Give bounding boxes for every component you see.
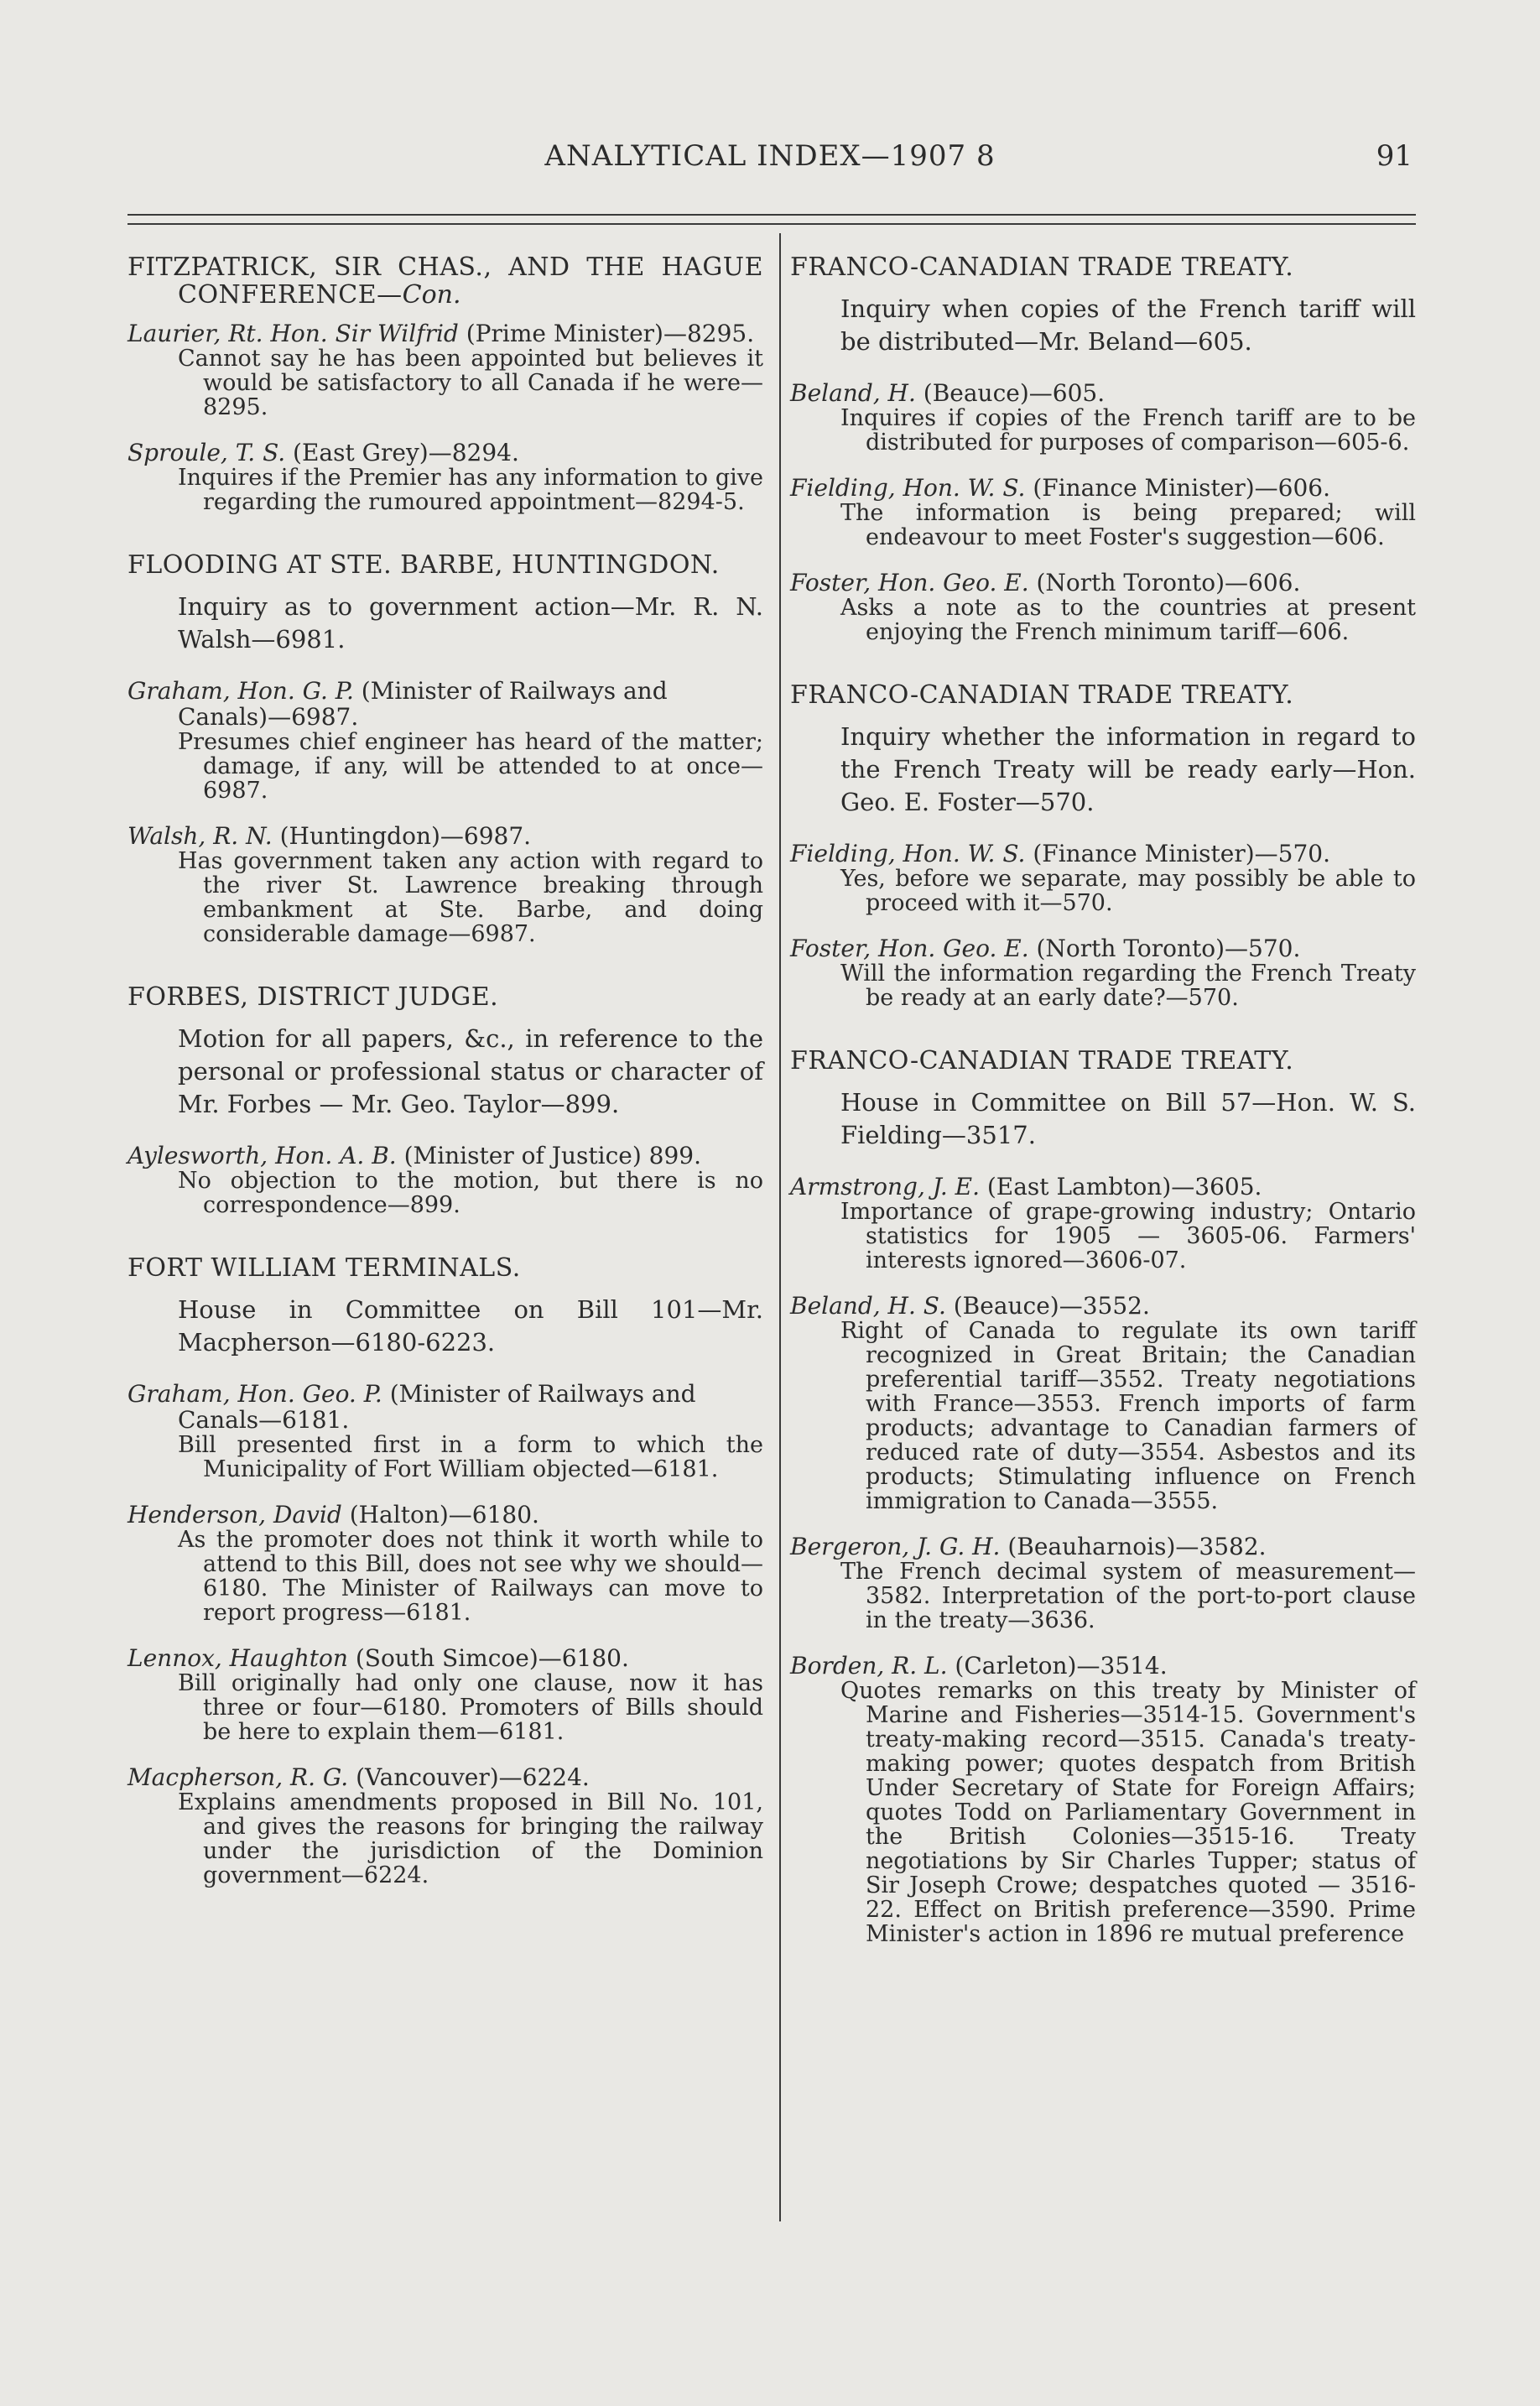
speaker-detail: (Minister of Justice) 899. (396, 1142, 701, 1169)
speaker-line (790, 935, 1416, 961)
section-inquiry: House in Committee on Bill 57—Hon. W. S. Fielding—3517. (840, 1088, 1416, 1149)
speaker-name: Aylesworth, Hon. A. B. (127, 1142, 397, 1169)
index-entry (790, 1293, 1416, 1513)
index-entry (127, 1645, 763, 1744)
speaker-detail: (Prime Minister)—8295. (458, 320, 755, 347)
speaker-line (790, 380, 1416, 406)
index-entry (790, 570, 1416, 644)
column-divider (779, 233, 781, 2221)
speaker-name: Sproule, T. S. (127, 439, 286, 466)
speaker-line (127, 1143, 763, 1169)
header-rule-bottom (127, 223, 1416, 225)
header-rule-top (127, 214, 1416, 216)
speaker-line (127, 678, 763, 730)
index-entry (127, 1143, 763, 1217)
speaker-name: Lennox, Haughton (127, 1644, 348, 1672)
speaker-detail: (Vancouver)—6224. (348, 1763, 590, 1791)
speaker-line (790, 1174, 1416, 1200)
speaker-detail: (East Grey)—8294. (285, 439, 519, 466)
entry-remarks: The information is being prepared; will endeavour to meet Foster's suggestion—606. (840, 500, 1416, 550)
page-number: 91 (1376, 139, 1413, 173)
speaker-name: Foster, Hon. Geo. E. (790, 569, 1029, 596)
page-title: ANALYTICAL INDEX—1907 8 (544, 139, 996, 173)
entry-remarks: Has government taken any action with regard to the river St. Lawrence breaking through embankment at Ste. Barbe, and doing considerable damage—6987. (178, 848, 763, 947)
speaker-detail: (Halton)—6180. (341, 1501, 539, 1528)
index-entry (790, 475, 1416, 549)
speaker-line (127, 1502, 763, 1528)
speaker-detail: (Beauce)—3552. (945, 1292, 1150, 1320)
index-entry (127, 1381, 763, 1482)
section-heading: FRANCO-CANADIAN TRADE TREATY. (790, 1046, 1294, 1075)
speaker-line (127, 823, 763, 849)
section-inquiry: Inquiry as to government action—Mr. R. N. Walsh—6981. (178, 592, 763, 654)
entry-remarks: Inquires if the Premier has any information to give regarding the rumoured appointment—8294-5. (178, 465, 763, 515)
speaker-line (790, 841, 1416, 867)
entry-remarks: Asks a note as to the countries at present enjoying the French minimum tariff—606. (840, 595, 1416, 645)
speaker-line (790, 1653, 1416, 1679)
speaker-line (127, 1764, 763, 1790)
speaker-detail: (Beauce)—605. (915, 379, 1106, 407)
left-column (127, 253, 763, 1908)
speaker-name: Fielding, Hon. W. S. (790, 840, 1026, 867)
entry-remarks: Presumes chief engineer has heard of the matter; damage, if any, will be attended to at once—6987. (178, 729, 763, 804)
entry-remarks: Quotes remarks on this treaty by Minister of Marine and Fisheries—3514-15. Government's treaty-making record—3515. Canada's treaty-making power; quotes despatch from British Under Secretary of State for Foreign Affairs; quotes Todd on Parliamentary Government in the British Colonies—3515-16. Treaty negotiations by Sir Charles Tupper; status of Sir Joseph Crowe; despatches quoted — 3516-22. Effect on British preference—3590. Prime Minister's action in 1896 re mutual preference (840, 1678, 1416, 1947)
speaker-line (790, 1534, 1416, 1560)
speaker-line (790, 475, 1416, 501)
speaker-detail: (Minister of Railways and Canals—6181. (178, 1380, 696, 1434)
speaker-name: Armstrong, J. E. (790, 1173, 980, 1200)
section-heading: FRANCO-CANADIAN TRADE TREATY. (790, 253, 1294, 282)
index-entry (127, 1502, 763, 1625)
speaker-detail: (Finance Minister)—606. (1025, 474, 1331, 502)
entry-remarks: Inquires if copies of the French tariff are to be distributed for purposes of comparison—605-6. (840, 405, 1416, 456)
running-head (126, 139, 1414, 181)
entry-remarks: Importance of grape-growing industry; Ontario statistics for 1905 — 3605-06. Farmers' interests ignored—3606-07. (840, 1199, 1416, 1273)
speaker-name: Foster, Hon. Geo. E. (790, 935, 1029, 962)
entry-remarks: Right of Canada to regulate its own tariff recognized in Great Britain; the Canadian preferential tariff—3552. Treaty negotiations with France—3553. French imports of farm products; advantage to Canadian farmers of reduced rate of duty—3554. Asbestos and its products; Stimulating influence on French immigration to Canada—3555. (840, 1318, 1416, 1514)
section-heading: FRANCO-CANADIAN TRADE TREATY. (790, 680, 1294, 710)
speaker-name: Walsh, R. N. (127, 822, 273, 850)
section-inquiry: Inquiry whether the information in regard to the French Treaty will be ready early—Hon. Geo. E. Foster—570. (840, 722, 1416, 816)
section-inquiry: Inquiry when copies of the French tariff will be distributed—Mr. Beland—605. (840, 294, 1416, 356)
index-entry (127, 1764, 763, 1888)
entry-remarks: Bill presented first in a form to which the Municipality of Fort William objected—6181. (178, 1432, 763, 1482)
index-entry (790, 1653, 1416, 1946)
entry-remarks: Bill originally had only one clause, now it has three or four—6180. Promoters of Bills should be here to explain them—6181. (178, 1670, 763, 1745)
speaker-detail: (Huntingdon)—6987. (272, 822, 532, 850)
speaker-line (790, 1293, 1416, 1319)
speaker-detail: (Carleton)—3514. (947, 1652, 1168, 1680)
entry-remarks: Yes, before we separate, may possibly be able to proceed with it—570. (840, 866, 1416, 916)
index-entry (127, 823, 763, 946)
entry-remarks: Will the information regarding the French Treaty be ready at an early date?—570. (840, 961, 1416, 1011)
speaker-detail: (Finance Minister)—570. (1025, 840, 1331, 867)
speaker-name: Graham, Hon. Geo. P. (127, 1380, 382, 1408)
section-inquiry: Motion for all papers, &c., in reference to the personal or professional status or character of Mr. Forbes — Mr. Geo. Taylor—899. (178, 1024, 763, 1118)
speaker-name: Henderson, David (127, 1501, 342, 1528)
section-heading: FORT WILLIAM TERMINALS. (127, 1253, 521, 1283)
entry-remarks: No objection to the motion, but there is no correspondence—899. (178, 1168, 763, 1218)
speaker-name: Beland, H. (790, 379, 916, 407)
speaker-line (127, 1381, 763, 1433)
index-entry (790, 1174, 1416, 1273)
index-entry (790, 380, 1416, 455)
speaker-detail: (South Simcoe)—6180. (347, 1644, 629, 1672)
speaker-name: Beland, H. S. (790, 1292, 946, 1320)
speaker-name: Borden, R. L. (790, 1652, 948, 1680)
section-heading: FLOODING AT STE. BARBE, HUNTINGDON. (127, 550, 720, 580)
entry-remarks: As the promoter does not think it worth while to attend to this Bill, does not see why we should—6180. The Minister of Railways can move to report progress—6181. (178, 1527, 763, 1626)
index-entry (790, 1534, 1416, 1633)
section-heading: FITZPATRICK, SIR CHAS., AND THE HAGUE CONFERENCE—Con. (127, 253, 763, 310)
speaker-name: Graham, Hon. G. P. (127, 677, 354, 705)
index-entry (127, 440, 763, 514)
speaker-line (127, 320, 763, 346)
speaker-detail: (North Toronto)—606. (1028, 569, 1301, 596)
speaker-name: Bergeron, J. G. H. (790, 1533, 1001, 1560)
speaker-detail: (Minister of Railways and Canals)—6987. (178, 677, 668, 731)
index-entry (127, 320, 763, 419)
speaker-detail: (North Toronto)—570. (1028, 935, 1301, 962)
speaker-detail: (Beauharnois)—3582. (1000, 1533, 1267, 1560)
section-heading: FORBES, DISTRICT JUDGE. (127, 982, 499, 1012)
speaker-name: Macpherson, R. G. (127, 1763, 349, 1791)
right-column (790, 253, 1416, 1966)
speaker-line (127, 440, 763, 466)
speaker-name: Fielding, Hon. W. S. (790, 474, 1026, 502)
entry-remarks: Cannot say he has been appointed but believes it would be satisfactory to all Canada if he were—8295. (178, 346, 763, 420)
speaker-detail: (East Lambton)—3605. (979, 1173, 1262, 1200)
entry-remarks: Explains amendments proposed in Bill No. 101, and gives the reasons for bringing the railway under the jurisdiction of the Dominion government—6224. (178, 1789, 763, 1888)
index-entry (127, 678, 763, 803)
speaker-line (790, 570, 1416, 596)
index-entry (790, 841, 1416, 915)
speaker-line (127, 1645, 763, 1671)
index-entry (790, 935, 1416, 1010)
speaker-name: Laurier, Rt. Hon. Sir Wilfrid (127, 320, 459, 347)
entry-remarks: The French decimal system of measurement—3582. Interpretation of the port-to-port clause in the treaty—3636. (840, 1559, 1416, 1633)
section-inquiry: House in Committee on Bill 101—Mr. Macpherson—6180-6223. (178, 1295, 763, 1357)
